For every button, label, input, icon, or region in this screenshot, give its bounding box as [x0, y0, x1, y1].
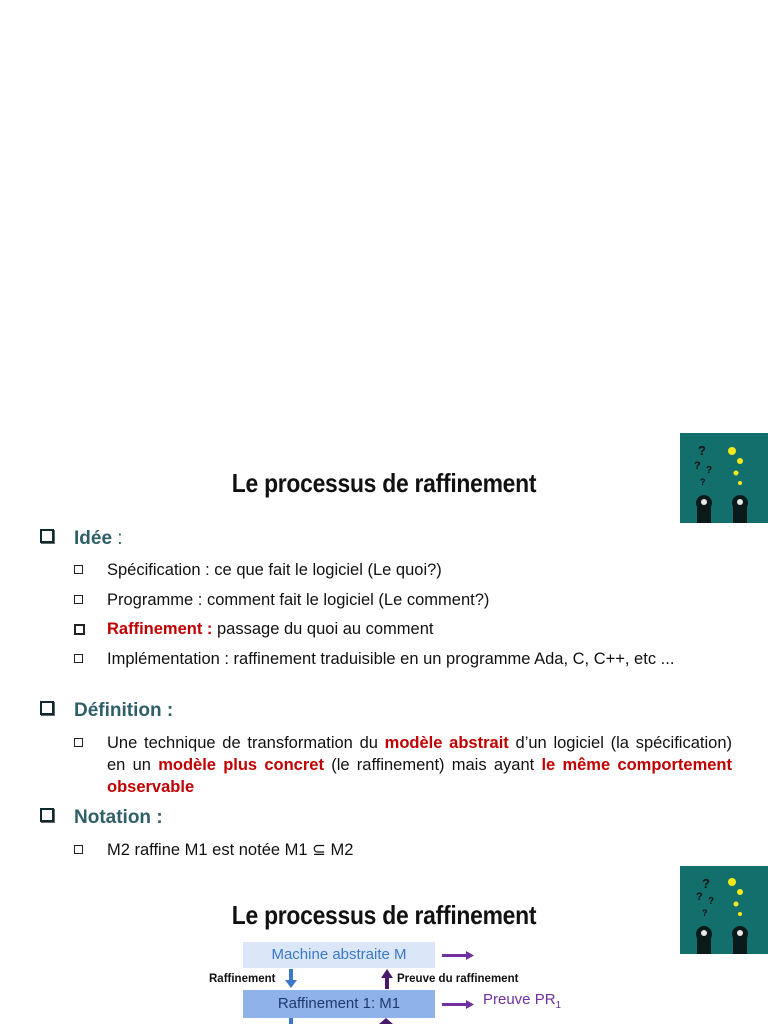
thinking-heads-icon — [680, 433, 768, 523]
svg-text:?: ? — [702, 908, 708, 918]
machine-abstraite-box: Machine abstraite M — [243, 942, 435, 968]
idee-item-text: Programme : comment fait le logiciel (Le comment?) — [107, 591, 490, 609]
raffinement-1-box: Raffinement 1: M1 — [243, 990, 435, 1018]
up-arrow-stub-icon — [378, 1018, 394, 1024]
thinking-heads-image — [680, 433, 768, 523]
idee-heading — [40, 528, 123, 550]
preuve-pr1-label — [483, 991, 561, 1011]
raffinement-label: Raffinement : — [107, 620, 213, 638]
checkbox-bullet-icon — [74, 595, 83, 604]
idee-item-text: Spécification : ce que fait le logiciel (Le quoi?) — [107, 561, 442, 579]
preuve-pr-text: Preuve PR — [483, 991, 556, 1008]
checkbox-bullet-icon — [40, 808, 54, 822]
definition-text: (le raffinement) mais ayant — [323, 756, 542, 774]
svg-text:?: ? — [696, 891, 703, 903]
preuve-raffinement-label: Preuve du raffinement — [397, 973, 519, 985]
idee-label: Idée — [74, 528, 113, 549]
notation-item — [74, 839, 732, 861]
idee-item-implementation — [74, 648, 732, 670]
definition-heading — [40, 700, 173, 722]
definition-text: Une technique de transformation du — [107, 734, 385, 752]
idee-item-spec — [74, 559, 732, 581]
checkbox-bullet-icon — [74, 624, 85, 635]
checkbox-bullet-icon — [74, 565, 83, 574]
checkbox-bullet-icon — [74, 654, 83, 663]
idee-colon: : — [112, 528, 123, 549]
modele-plus-concret: modèle plus concret — [158, 756, 324, 774]
preuve-pr-subscript: 1 — [555, 1000, 562, 1011]
meme-comportement: le même comportement observable — [107, 756, 732, 796]
modele-abstrait: modèle abstrait — [384, 734, 509, 752]
right-arrow-icon — [440, 998, 476, 1012]
right-arrow-icon — [440, 949, 476, 963]
checkbox-bullet-icon — [40, 701, 54, 715]
svg-text:?: ? — [708, 896, 715, 907]
down-arrow-icon — [284, 969, 298, 989]
notation-label: Notation : — [74, 807, 163, 828]
idee-item-raffinement — [74, 618, 732, 640]
thinking-heads-icon — [680, 866, 768, 954]
svg-text:?: ? — [702, 876, 710, 891]
raffinement-text: passage du quoi au comment — [212, 620, 434, 638]
svg-text:?: ? — [694, 460, 701, 472]
down-arrow-stub-icon — [284, 1018, 298, 1024]
thinking-heads-image — [680, 866, 768, 954]
checkbox-bullet-icon — [74, 845, 83, 854]
checkbox-bullet-icon — [74, 738, 83, 747]
raffinement-arrow-label: Raffinement — [209, 973, 276, 985]
notation-text: M2 raffine M1 est notée M1 ⊆ M2 — [107, 841, 354, 859]
idee-item-programme — [74, 589, 732, 611]
slide2-title: Le processus de raffinement — [231, 900, 537, 930]
svg-text:?: ? — [706, 465, 713, 476]
slide1-title: Le processus de raffinement — [231, 468, 537, 498]
svg-text:?: ? — [700, 477, 706, 487]
definition-item — [74, 732, 732, 798]
up-arrow-icon — [380, 969, 394, 989]
definition-label: Définition : — [74, 700, 174, 721]
checkbox-bullet-icon — [40, 529, 54, 543]
notation-heading — [40, 807, 163, 829]
svg-text:?: ? — [698, 443, 706, 458]
implementation-text: Implémentation : raffinement traduisible en un programme Ada, C, C++, etc ... — [107, 650, 675, 668]
definition-text: d’un logiciel (la spécification) en un — [107, 734, 732, 774]
